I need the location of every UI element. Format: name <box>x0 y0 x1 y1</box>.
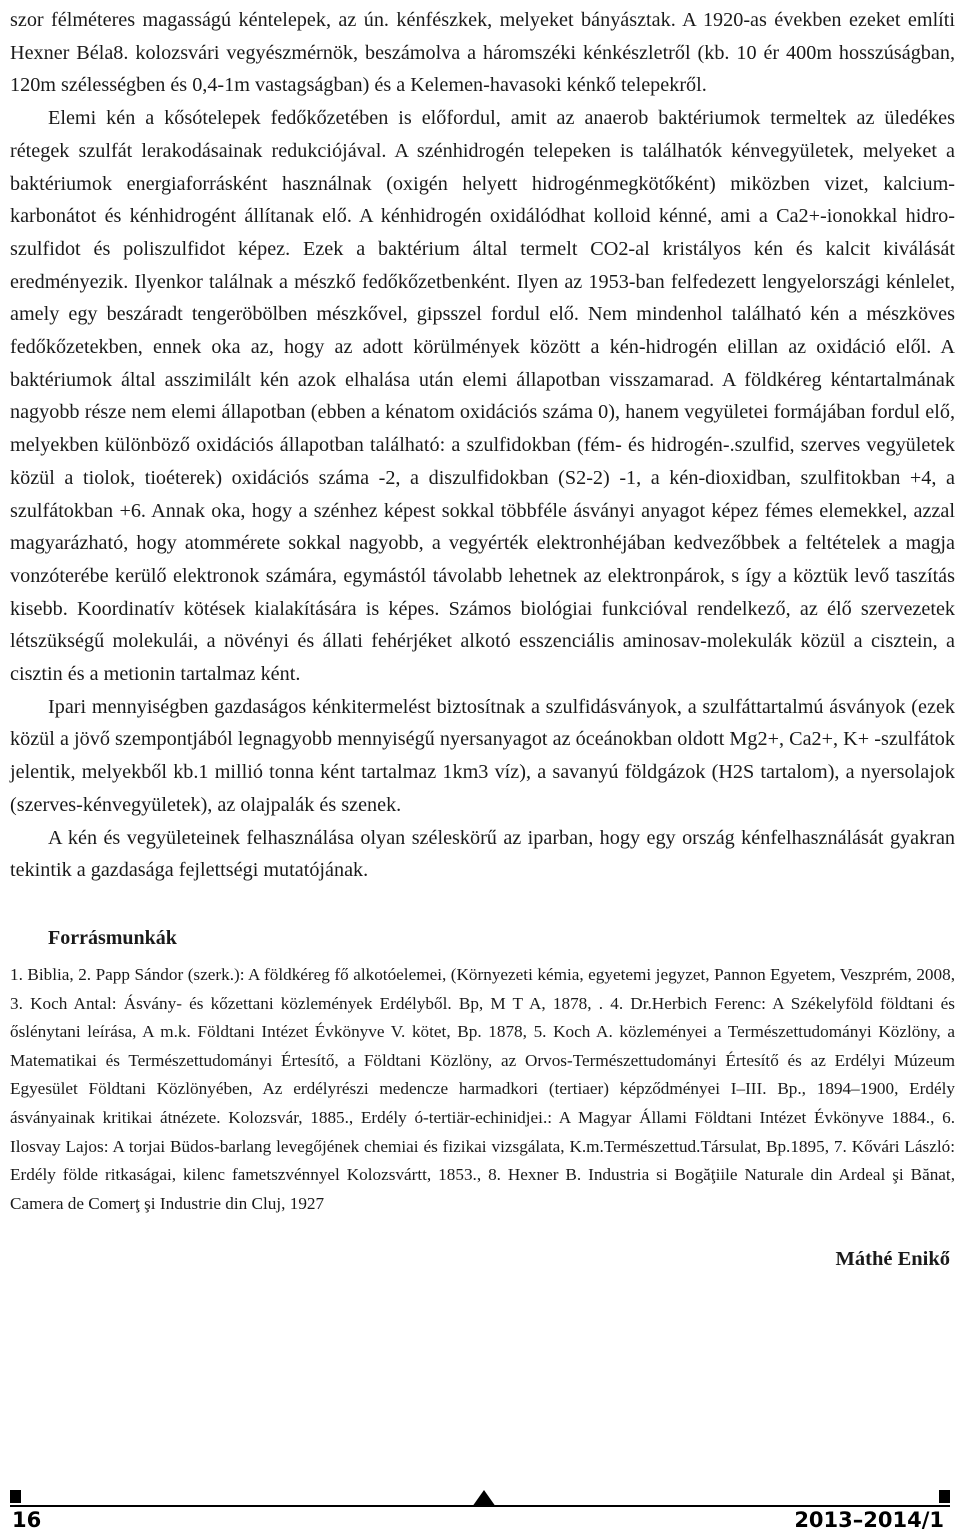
page-number: 16 <box>12 1508 42 1532</box>
sources-heading: Forrásmunkák <box>48 926 177 949</box>
sources-list <box>10 961 955 1218</box>
paragraph-2: Elemi kén a kősótelepek fedőkőzetében is előfordul, amit az anaerob baktériumok termeltek az üledékes rétegek szulfát lerakodásainak redukciójával. A szénhidrogén telepeken is találhatók kénvegyületek, melyeket a baktériumok energiaforrásként használnak (oxigén helyett hidrogénmegkötőként) miközben vizet, kalcium-karbonátot és kénhidrogént állítanak elő. A kénhidrogén oxidálódhat kolloid kénné, ami a Ca2+-ionokkal hidro-szulfidot és poliszulfidot képez. Ezek a baktérium által termelt CO2-al kristályos kén és kalcit kiválását eredményezik. Ilyenkor találnak a mészkő fedőkőzetbenként. Ilyen az 1953-ban felfedezett lengyelországi kénlelet, amely egy beszáradt tengeröbölben mészkővel, gipsszel fordul elő. Nem mindenhol található kén a mészköves fedőkőzetekben, ennek oka az, hogy az adott körülmények között a kén-hidrogén elillan az oxidáció elől. A baktériumok által asszimilált kén azok elhalása után elemi állapotban visszamarad. A földkéreg kéntartalmának nagyobb része nem elemi állapotban (ebben a kénatom oxidációs száma 0), hanem vegyületei formájában fordul elő, melyekben különböző oxidációs állapotban található: a szulfidokban (fém- és hidrogén-.szulfid, szerves vegyületek közül a tiolok, tioéterek) oxidációs száma -2, a diszulfidokban (S2-2) -1, a kén-dioxidban, szulfitokban +4, a szulfátokban +6. Annak oka, hogy a szénhez képest sokkal többféle ásványi anyagot képez fémes elemekkel, azzal magyarázható, hogy atommérete sokkal nagyobb, a vegyérték elektronhéjában kedvezőbbek a feltételek a magja vonzóterébe kerülő elektronok számára, egymástól távolabb lehetnek az elektronpárok, s így a köztük levő taszítás kisebb. Koordinatív kötések kialakítására is képes. Számos biológiai funkcióval rendelkező, az élő szervezetek létszükségű molekulái, a növényi és állati fehérjéket alkotó esszenciális aminosav-molekulák közül a cisztein, a cisztin és a metionin tartalmaz ként. <box>10 107 955 686</box>
footer-left-square-icon <box>10 1490 21 1503</box>
paragraph-3: Ipari mennyiségben gazdaságos kénkitermelést biztosítnak a szulfidásványok, a szulfáttartalmú ásványok (ezek közül a jövő szempontjából legnagyobb mennyiségű nyersanyagot az óceánokban oldott Mg2+, Ca2+, K+ -szulfátok jelentik, melyekből kb.1 millió tonna ként tartalmaz 1km3 víz), a savanyú földgázok (H2S tartalom), a nyersolajok (szerves-kénvegyületek), az olajpalák és szenek. <box>10 695 955 816</box>
sources-text: 1. Biblia, 2. Papp Sándor (szerk.): A földkéreg fő alkotóelemei, (Környezeti kémia, egyetemi jegyzet, Pannon Egyetem, Veszprém, 2008, 3. Koch Antal: Ásvány- és kőzettani közlemények Erdélyből. Bp, M T A, 1878, . 4. Dr.Herbich Ferenc: A Székelyföld földtani és őslénytani leírása, A m.k. Földtani Intézet Évkönyve V. kötet, Bp. 1878, 5. Koch A. közleményei a Természettudományi Közlöny, a Matematikai és Természettudományi Értesítő, a Földtani Közlöny, az Orvos-Természettudományi Értesítő és az Erdélyi Múzeum Egyesület Földtani Közlönyében, Az erdélyrészi medencze harmadkori (tertiaer) képződményei I–III. Bp., 1894–1900, Erdély ásványainak kritikai átnézete. Kolozsvár, 1885., Erdély ó-tertiär-echinidjei.: A Magyar Állami Földtani Intézet Évkönyve 1884., 6. Ilosvay Lajos: A torjai Büdos-barlang levegőjének chemiai és fizikai vizsgálata, K.m.Természettud.Társulat, Bp.1895, 7. Kővári László: Erdély földe ritkaságai, kilenc fametszvénnyel Kolozsvártt, 1853., 8. Hexner B. Industria si Bogăţiile Naturale din Ardeal şi Bănat, Camera de Comerţ şi Industrie din Cluj, 1927 <box>10 964 955 1213</box>
footer-rule <box>10 1505 950 1507</box>
page <box>10 4 955 1271</box>
page-footer <box>0 1490 960 1534</box>
footer-right-square-icon <box>939 1490 950 1503</box>
issue-number: 2013–2014/1 <box>794 1508 944 1532</box>
paragraph-1: szor félméteres magasságú kéntelepek, az ún. kénfészkek, melyeket bányásztak. A 1920-as években ezeket említi Hexner Béla8. kolozsvári vegyészmérnök, beszámolva a háromszéki kénkészletről (kb. 10 ér 400m hosszúságban, 120m szélességben és 0,4-1m vastagságban) és a Kelemen-havasoki kénkő telepekről. <box>10 9 955 97</box>
article-body <box>10 4 955 887</box>
paragraph-4: A kén és vegyületeinek felhasználása olyan széleskörű az iparban, hogy egy ország kénfelhasználását gyakran tekintik a gazdasága fejlettségi mutatójának. <box>10 826 955 882</box>
author-name: Máthé Enikő <box>835 1248 950 1271</box>
